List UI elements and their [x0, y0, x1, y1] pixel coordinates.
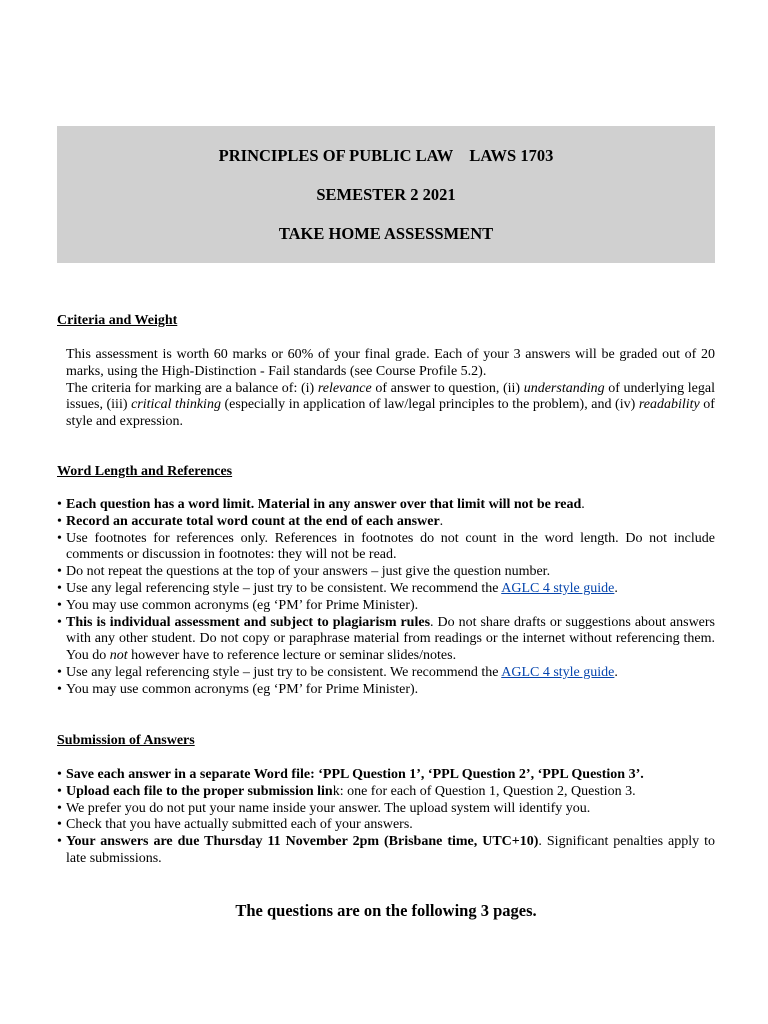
list-item: • Use any legal referencing style – just try to be consistent. We recommend the AGLC 4 style guide. [57, 664, 618, 680]
list-item: • You may use common acronyms (eg ‘PM’ for Prime Minister). [57, 681, 419, 697]
list-item: • Save each answer in a separate Word file: ‘PPL Question 1’, ‘PPL Question 2’, ‘PPL Question 3’. [57, 767, 644, 782]
bullet-icon: • [57, 597, 62, 613]
bullet-icon: • [57, 800, 62, 816]
submission-list [57, 767, 715, 868]
list-item: • We prefer you do not put your name inside your answer. The upload system will identify you. [57, 800, 591, 816]
following-pages-note: The questions are on the following 3 pages. [235, 901, 537, 920]
bullet-icon: • [57, 497, 62, 512]
criteria-paragraph-2: The criteria for marking are a balance of: (i) relevance of answer to question, (ii) understanding of underlying legal issues, (iii) critical thinking (especially in application of law/legal principles to the problem), and (iv) readability of style and expression. [66, 380, 715, 430]
list-item: • Each question has a word limit. Material in any answer over that limit will not be read. [57, 497, 585, 512]
aglc-style-guide-link[interactable]: AGLC 4 style guide [501, 580, 615, 596]
list-item: • Record an accurate total word count at the end of each answer. [57, 513, 444, 529]
list-item: • This is individual assessment and subject to plagiarism rules. Do not share drafts or suggestions about answers with any other student. Do not copy or paraphrase material from readings or the internet without referencing them. You do not however have to reference lecture or seminar slides/notes. [57, 614, 715, 664]
submission-heading: Submission of Answers [57, 733, 195, 748]
list-item: • Use footnotes for references only. References in footnotes do not count in the word length. Do not include comments or discussion in footnotes: they will not be read. [57, 530, 715, 563]
bullet-icon: • [57, 817, 62, 833]
bullet-icon: • [57, 783, 62, 799]
list-item: • Use any legal referencing style – just try to be consistent. We recommend the AGLC 4 style guide. [57, 580, 618, 596]
list-item: • Check that you have actually submitted each of your answers. [57, 817, 413, 833]
bullet-icon: • [57, 664, 62, 680]
bullet-icon: • [57, 834, 62, 850]
title-banner [57, 126, 715, 263]
word-length-list [57, 497, 715, 699]
criteria-text [66, 347, 715, 431]
list-item: • Upload each file to the proper submission link: one for each of Question 1, Question 2, Question 3. [57, 783, 636, 799]
bullet-icon: • [57, 530, 62, 546]
bullet-icon: • [57, 681, 62, 697]
word-length-heading: Word Length and References [57, 464, 233, 479]
bullet-icon: • [57, 513, 62, 529]
course-title: PRINCIPLES OF PUBLIC LAW LAWS 1703 [218, 146, 554, 165]
criteria-paragraph-1: This assessment is worth 60 marks or 60% of your final grade. Each of your 3 answers will be graded out of 20 marks, using the High-Distinction - Fail standards (see Course Profile 5.2). [66, 347, 715, 379]
list-item: • Do not repeat the questions at the top of your answers – just give the question number. [57, 564, 551, 580]
list-item: • Your answers are due Thursday 11 November 2pm (Brisbane time, UTC+10). Significant penalties apply to late submissions. [57, 834, 716, 866]
aglc-style-guide-link[interactable]: AGLC 4 style guide [501, 664, 615, 680]
semester-label: SEMESTER 2 2021 [316, 185, 456, 204]
bullet-icon: • [57, 614, 62, 630]
bullet-icon: • [57, 767, 62, 782]
bullet-icon: • [57, 564, 62, 580]
bullet-icon: • [57, 580, 62, 596]
criteria-heading: Criteria and Weight [57, 313, 178, 328]
assessment-type: TAKE HOME ASSESSMENT [278, 224, 494, 243]
list-item: • You may use common acronyms (eg ‘PM’ for Prime Minister). [57, 597, 419, 613]
